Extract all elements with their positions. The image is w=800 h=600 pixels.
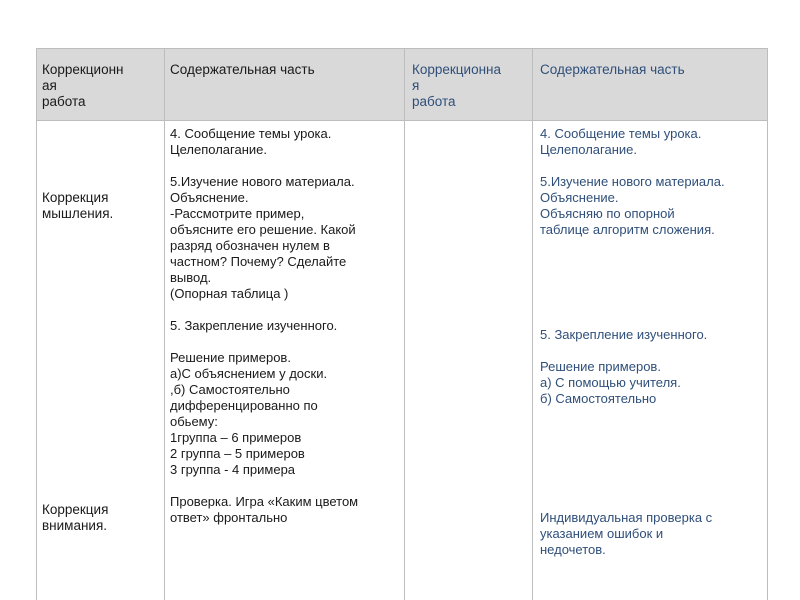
table-header-background bbox=[36, 48, 768, 120]
label-attention-correction: Коррекция внимания. bbox=[42, 502, 109, 533]
header-correction-work-2: Коррекционна я работа bbox=[412, 62, 502, 109]
left-content-column: 4. Сообщение темы урока. Целеполагание. 5.Изучение нового материала. Объяснение. -Рассмотрите пример, объясните его решение. Какой разряд обозначен нулем в частном? Почему? Сделайте вывод. (Опорная таблица ) 5. Закрепление изученного. Решение примеров. а)С объяснением у доски. ,б) Самостоятельно дифференцированно по обьему: 1группа – 6 примеров 2 группа – 5 примеров 3 группа - 4 примера Проверка. Игра «Каким цветом ответ» фронтально bbox=[170, 126, 359, 525]
table-column-divider bbox=[164, 48, 165, 600]
header-correction-work-1: Коррекционн ая работа bbox=[42, 62, 124, 109]
header-row-divider bbox=[36, 120, 768, 121]
table-border-top bbox=[36, 48, 768, 49]
table-border-right bbox=[767, 48, 768, 600]
right-content-practice: 5. Закрепление изученного. Решение примеров. а) С помощью учителя. б) Самостоятельно bbox=[540, 327, 708, 406]
label-thinking-correction: Коррекция мышления. bbox=[42, 190, 114, 221]
table-column-divider bbox=[404, 48, 405, 600]
table-column-divider bbox=[532, 48, 533, 600]
table-border-left bbox=[36, 48, 37, 600]
header-content-part-2: Содержательная часть bbox=[540, 62, 685, 77]
right-content-intro: 4. Сообщение темы урока. Целеполагание. 5.Изучение нового материала. Объяснение. Объясняю по опорной таблице алгоритм сложения. bbox=[540, 126, 725, 237]
right-content-check: Индивидуальная проверка с указанием ошибок и недочетов. bbox=[540, 510, 713, 557]
header-content-part-1: Содержательная часть bbox=[170, 62, 315, 77]
